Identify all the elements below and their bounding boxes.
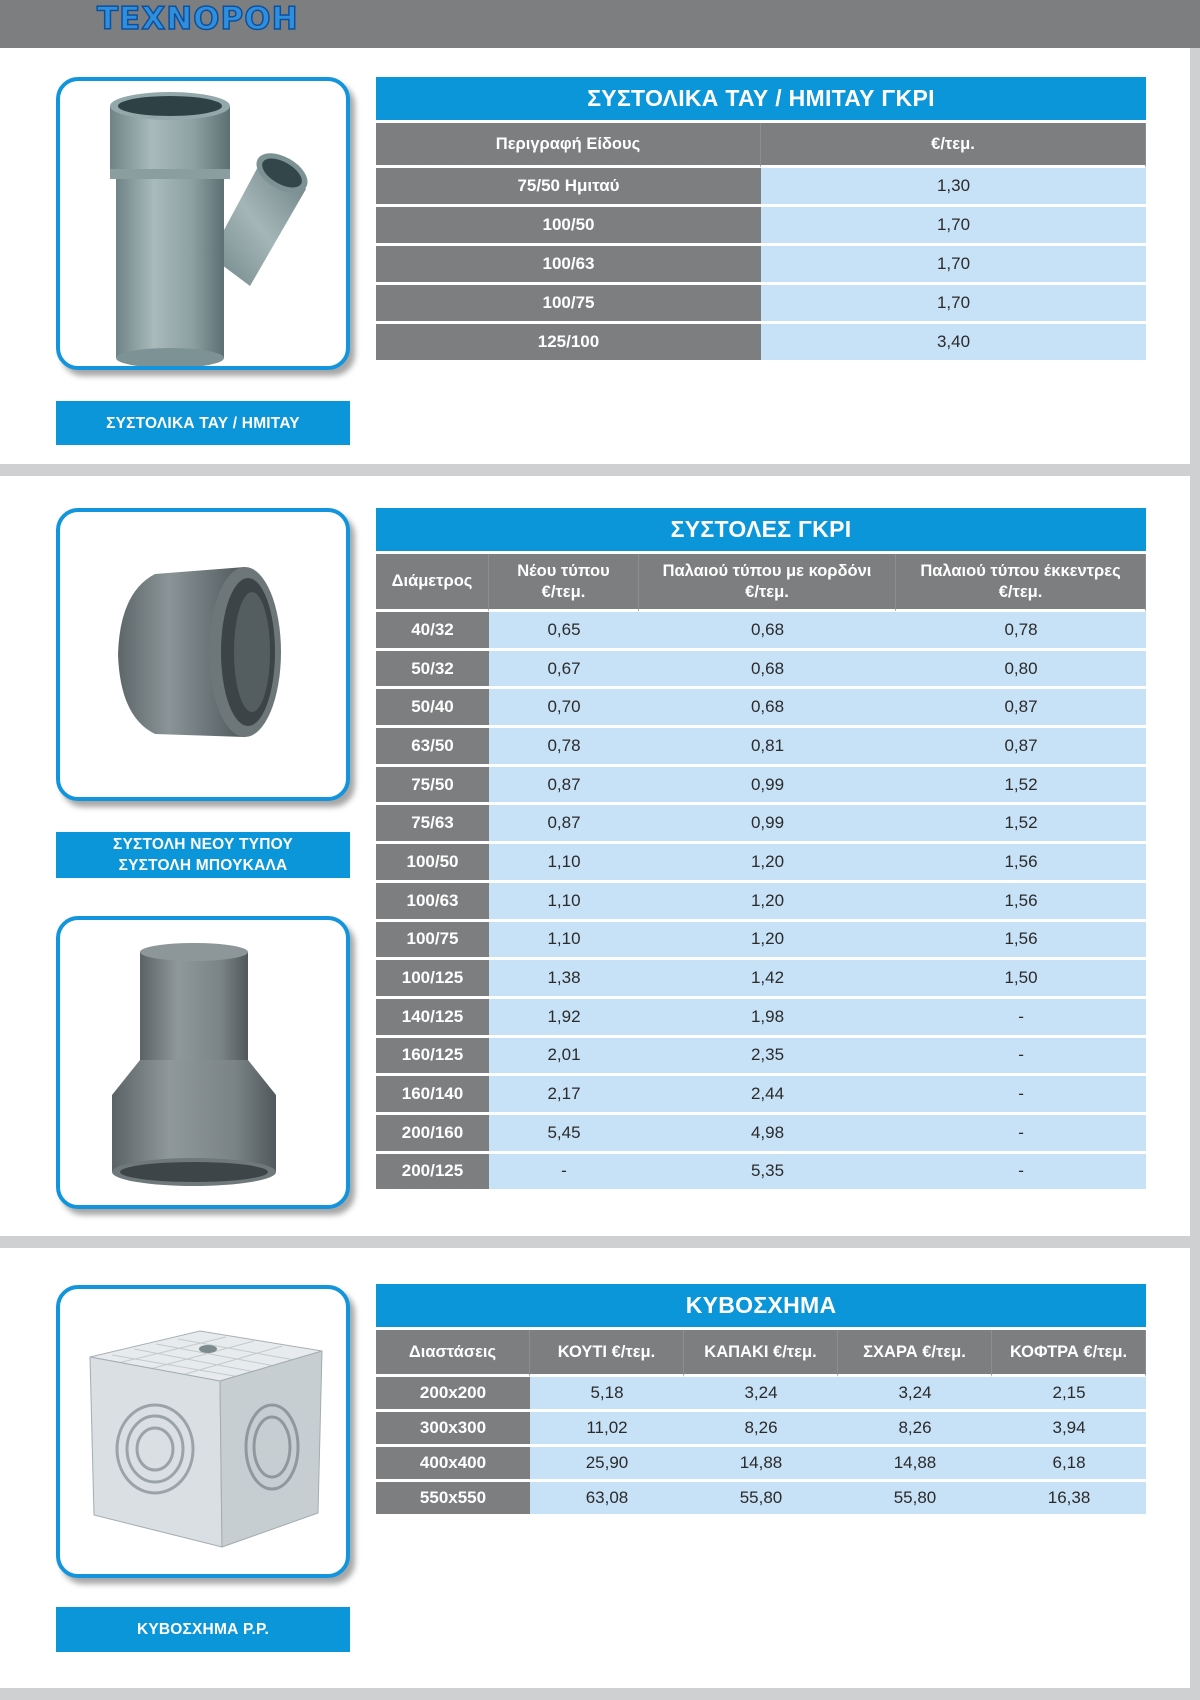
table-row <box>376 285 1146 324</box>
header-line: Διάμετρος <box>391 572 473 590</box>
table-row <box>376 1154 1146 1193</box>
table-row <box>376 1076 1146 1115</box>
price-cell: 2,15 <box>992 1377 1146 1412</box>
row-label: 300x300 <box>376 1412 530 1447</box>
section-separator <box>0 464 1190 476</box>
price-cell: 5,35 <box>639 1154 896 1193</box>
table-row <box>376 1377 1146 1412</box>
price-cell: 0,81 <box>639 728 896 767</box>
row-label: 100/50 <box>376 207 761 246</box>
price-cell: 3,24 <box>684 1377 838 1412</box>
table-row <box>376 246 1146 285</box>
price-cell: 3,40 <box>761 324 1146 363</box>
row-label: 200/125 <box>376 1154 489 1193</box>
price-cell: 1,56 <box>896 844 1146 883</box>
row-label: 75/50 <box>376 767 489 806</box>
table-row <box>376 1482 1146 1517</box>
price-cell: - <box>896 999 1146 1038</box>
price-cell: 4,98 <box>639 1115 896 1154</box>
column-header: ΣΧΑΡΑ €/τεμ. <box>838 1330 992 1377</box>
row-label: 140/125 <box>376 999 489 1038</box>
price-cell: - <box>896 1154 1146 1193</box>
price-cell: 2,44 <box>639 1076 896 1115</box>
row-label: 100/125 <box>376 960 489 999</box>
price-cell: 25,90 <box>530 1447 684 1482</box>
header-line: Νέου τύπου <box>517 561 610 580</box>
price-cell: 0,87 <box>489 805 639 844</box>
reducing-tee-image <box>60 81 346 366</box>
product-photo-junction-box <box>56 1285 350 1578</box>
price-cell: 14,88 <box>838 1447 992 1482</box>
price-cell: 5,18 <box>530 1377 684 1412</box>
price-cell: 0,80 <box>896 651 1146 690</box>
price-cell: 1,70 <box>761 285 1146 324</box>
price-cell: 0,99 <box>639 767 896 806</box>
table-row <box>376 1115 1146 1154</box>
caption-line: ΣΥΣΤΟΛΗ ΝΕΟΥ ΤΥΠΟΥ <box>113 836 293 853</box>
table-row <box>376 728 1146 767</box>
row-label: 125/100 <box>376 324 761 363</box>
price-cell: 1,20 <box>639 883 896 922</box>
price-cell: 1,10 <box>489 922 639 961</box>
row-label: 200/160 <box>376 1115 489 1154</box>
price-cell: 1,20 <box>639 922 896 961</box>
row-label: 100/63 <box>376 883 489 922</box>
price-cell: 2,35 <box>639 1038 896 1077</box>
table-row <box>376 324 1146 363</box>
price-cell: 1,50 <box>896 960 1146 999</box>
price-cell: 1,10 <box>489 844 639 883</box>
price-cell: 55,80 <box>684 1482 838 1517</box>
price-cell: - <box>896 1115 1146 1154</box>
row-label: 100/75 <box>376 285 761 324</box>
column-header <box>376 554 489 612</box>
column-header: ΚΟΦΤΡΑ €/τεμ. <box>992 1330 1146 1377</box>
price-cell: - <box>896 1076 1146 1115</box>
caption-reducer <box>56 832 350 878</box>
header-line: €/τεμ. <box>998 582 1043 601</box>
column-header: ΚΑΠΑΚΙ €/τεμ. <box>684 1330 838 1377</box>
column-header: ΚΟΥΤΙ €/τεμ. <box>530 1330 684 1377</box>
reducers-table-body <box>376 612 1146 1192</box>
junction-box-image <box>60 1289 346 1574</box>
row-label: 50/32 <box>376 651 489 690</box>
section-separator <box>0 1236 1190 1248</box>
header-line: €/τεμ. <box>541 582 586 601</box>
price-cell: 1,20 <box>639 844 896 883</box>
price-cell: 2,17 <box>489 1076 639 1115</box>
product-photo-reducer-new <box>56 508 350 801</box>
table-row <box>376 168 1146 207</box>
table-row <box>376 999 1146 1038</box>
row-label: 160/125 <box>376 1038 489 1077</box>
table-row <box>376 883 1146 922</box>
price-cell: 1,30 <box>761 168 1146 207</box>
table-row <box>376 922 1146 961</box>
price-cell: 1,92 <box>489 999 639 1038</box>
price-cell: 1,42 <box>639 960 896 999</box>
table-row <box>376 612 1146 651</box>
column-header: Περιγραφή Είδους <box>376 123 761 168</box>
table-row <box>376 805 1146 844</box>
table-reducing-tee <box>376 77 1146 363</box>
price-cell: 2,01 <box>489 1038 639 1077</box>
price-cell: 1,70 <box>761 246 1146 285</box>
header-line: Παλαιού τύπου με κορδόνι <box>662 561 872 580</box>
row-label: 75/63 <box>376 805 489 844</box>
price-cell: 0,65 <box>489 612 639 651</box>
price-cell: 0,87 <box>896 689 1146 728</box>
price-cell: 3,94 <box>992 1412 1146 1447</box>
column-header <box>489 554 639 612</box>
product-photo-reducer-bottle <box>56 916 350 1209</box>
price-cell: 6,18 <box>992 1447 1146 1482</box>
column-header: Διαστάσεις <box>376 1330 530 1377</box>
right-edge-strip <box>1190 48 1200 1700</box>
price-cell: 0,99 <box>639 805 896 844</box>
caption-line: ΣΥΣΤΟΛΗ ΜΠΟΥΚΑΛΑ <box>118 857 288 874</box>
price-cell: 1,52 <box>896 805 1146 844</box>
price-cell: 1,56 <box>896 922 1146 961</box>
price-cell: 0,67 <box>489 651 639 690</box>
row-label: 50/40 <box>376 689 489 728</box>
price-cell: 0,68 <box>639 651 896 690</box>
row-label: 160/140 <box>376 1076 489 1115</box>
table-row <box>376 1447 1146 1482</box>
row-label: 200x200 <box>376 1377 530 1412</box>
price-cell: 63,08 <box>530 1482 684 1517</box>
price-cell: 1,98 <box>639 999 896 1038</box>
table-row <box>376 207 1146 246</box>
price-cell: 0,68 <box>639 612 896 651</box>
table-row <box>376 689 1146 728</box>
price-cell: 0,87 <box>489 767 639 806</box>
table-reducers <box>376 508 1146 1192</box>
reducer-new-image <box>60 512 346 797</box>
header-line: Παλαιού τύπου έκκεντρες <box>920 561 1121 580</box>
price-cell: 8,26 <box>838 1412 992 1447</box>
caption-junction-box: ΚΥΒΟΣΧΗΜΑ P.P. <box>56 1607 350 1652</box>
row-label: 40/32 <box>376 612 489 651</box>
price-cell: 3,24 <box>838 1377 992 1412</box>
price-cell: 1,52 <box>896 767 1146 806</box>
price-cell: 0,78 <box>896 612 1146 651</box>
column-header <box>896 554 1146 612</box>
table-row <box>376 960 1146 999</box>
table-title: ΣΥΣΤΟΛΙΚΑ ΤΑΥ / ΗΜΙΤΑΥ ΓΚΡΙ <box>376 77 1146 123</box>
header-line: €/τεμ. <box>745 582 789 601</box>
row-label: 400x400 <box>376 1447 530 1482</box>
price-cell: 1,38 <box>489 960 639 999</box>
price-cell: 8,26 <box>684 1412 838 1447</box>
table-row <box>376 1038 1146 1077</box>
price-cell: 16,38 <box>992 1482 1146 1517</box>
price-cell: - <box>489 1154 639 1193</box>
row-label: 100/75 <box>376 922 489 961</box>
column-header <box>639 554 896 612</box>
price-cell: 0,87 <box>896 728 1146 767</box>
row-label: 100/50 <box>376 844 489 883</box>
price-cell: - <box>896 1038 1146 1077</box>
price-cell: 0,78 <box>489 728 639 767</box>
product-photo-reducing-tee <box>56 77 350 370</box>
price-cell: 1,56 <box>896 883 1146 922</box>
table-title: ΚΥΒΟΣΧΗΜΑ <box>376 1284 1146 1330</box>
table-title: ΣΥΣΤΟΛΕΣ ΓΚΡΙ <box>376 508 1146 554</box>
reducer-bottle-image <box>60 920 346 1205</box>
row-label: 100/63 <box>376 246 761 285</box>
row-label: 75/50 Ημιταύ <box>376 168 761 207</box>
table-row <box>376 651 1146 690</box>
row-label: 550x550 <box>376 1482 530 1517</box>
price-cell: 0,70 <box>489 689 639 728</box>
brand-logo: ΤΕΧΝΟΡΟΗ <box>97 1 299 37</box>
price-cell: 0,68 <box>639 689 896 728</box>
price-cell: 55,80 <box>838 1482 992 1517</box>
price-cell: 14,88 <box>684 1447 838 1482</box>
price-cell: 5,45 <box>489 1115 639 1154</box>
price-cell: 1,70 <box>761 207 1146 246</box>
section-separator <box>0 1688 1190 1700</box>
price-cell: 11,02 <box>530 1412 684 1447</box>
table-junction-box <box>376 1284 1146 1517</box>
price-cell: 1,10 <box>489 883 639 922</box>
page-header <box>0 0 1200 48</box>
caption-reducing-tee: ΣΥΣΤΟΛΙΚΑ ΤΑΥ / ΗΜΙΤΑΥ <box>56 401 350 445</box>
column-header: €/τεμ. <box>761 123 1146 168</box>
table-row <box>376 767 1146 806</box>
row-label: 63/50 <box>376 728 489 767</box>
table-row <box>376 1412 1146 1447</box>
table-row <box>376 844 1146 883</box>
